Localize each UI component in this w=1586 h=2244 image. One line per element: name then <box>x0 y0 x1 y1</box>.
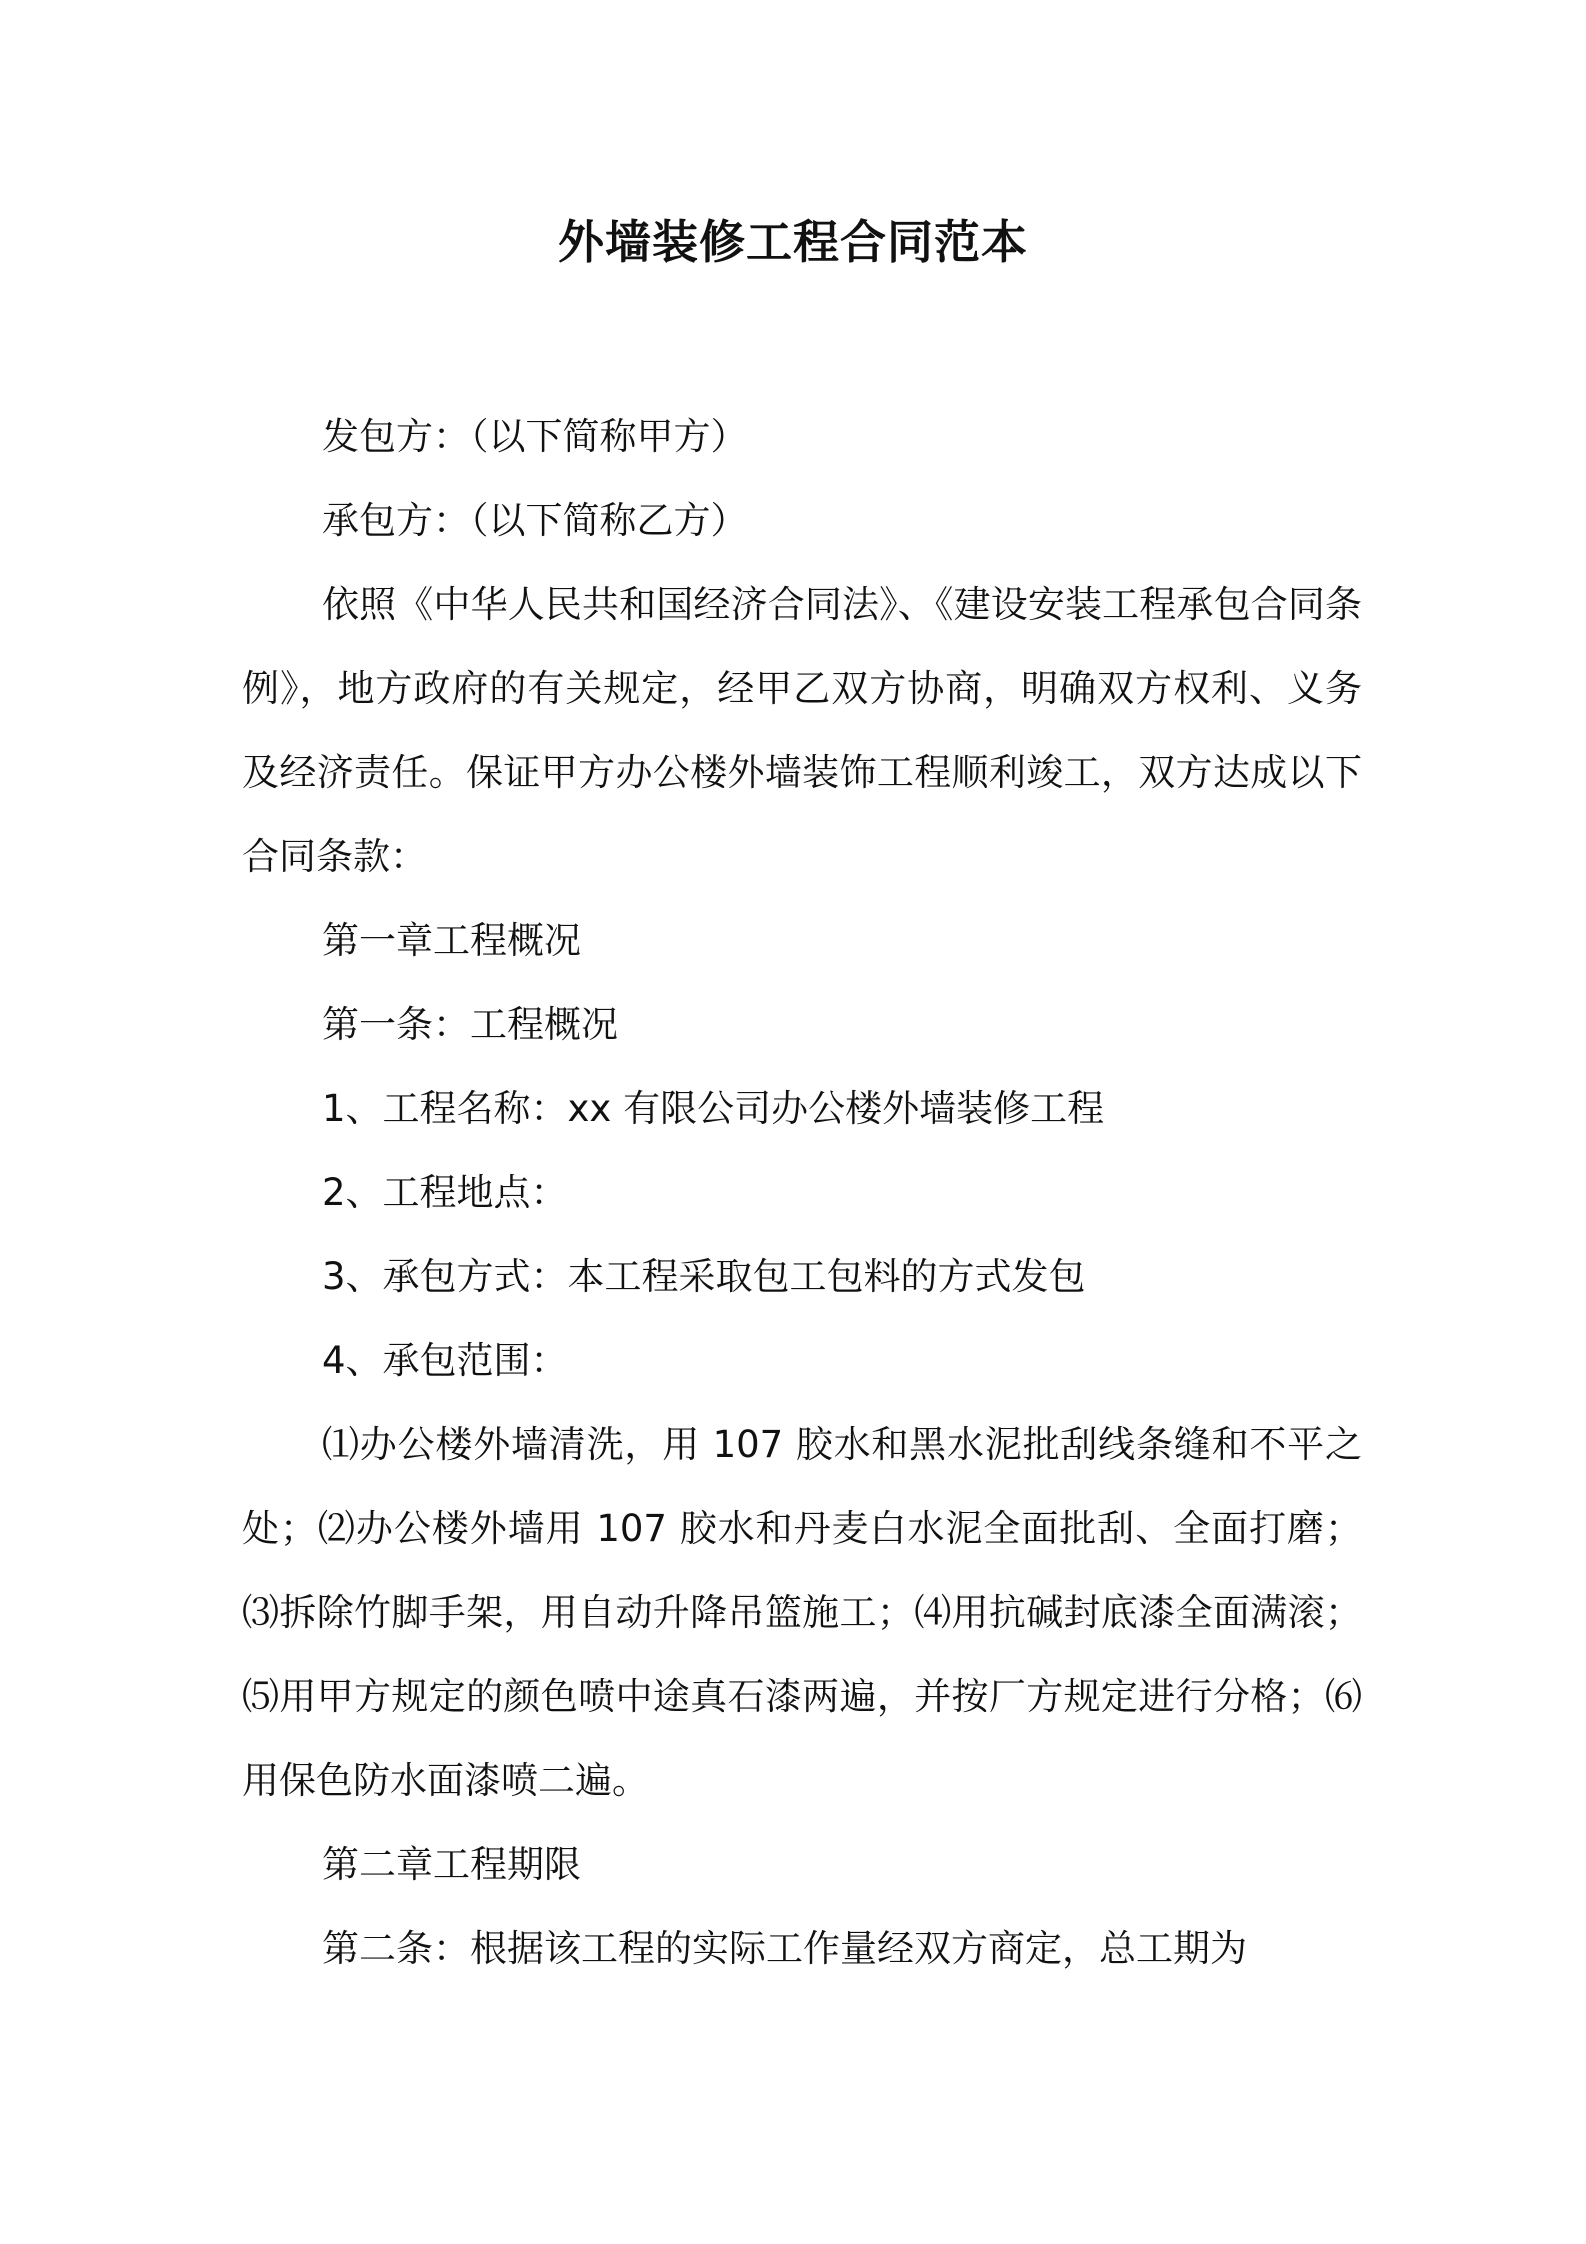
article-2-paragraph: 第二条：根据该工程的实际工作量经双方商定，总工期为 <box>322 1927 1247 1970</box>
chapter-1-heading: 第一章工程概况 <box>322 919 581 962</box>
party-b-line: 承包方：（以下简称乙方） <box>322 499 748 542</box>
document-body <box>242 395 1362 1991</box>
document-title: 外墙装修工程合同范本 <box>558 215 1028 269</box>
project-location-line: 2、工程地点： <box>322 1171 568 1214</box>
article-1-heading: 第一条：工程概况 <box>322 1003 618 1046</box>
contract-scope-line: 4、承包范围： <box>322 1339 568 1382</box>
chapter-2-heading: 第二章工程期限 <box>322 1843 581 1886</box>
preamble-paragraph: 依照《中华人民共和国经济合同法》、《建设安装工程承包合同条例》，地方政府的有关规定，经甲乙双方协商，明确双方权利、义务及经济责任。保证甲方办公楼外墙装饰工程顺利竣工，双方达成以下合同条款： <box>242 583 1362 878</box>
project-name-line: 1、工程名称：xx 有限公司办公楼外墙装修工程 <box>322 1087 1105 1130</box>
party-a-line: 发包方：（以下简称甲方） <box>322 415 748 458</box>
scope-details-paragraph: ⑴办公楼外墙清洗，用 107 胶水和黑水泥批刮线条缝和不平之处；⑵办公楼外墙用 107 胶水和丹麦白水泥全面批刮、全面打磨；⑶拆除竹脚手架，用自动升降吊篮施工；⑷用抗碱封底漆全面满滚；⑸用甲方规定的颜色喷中途真石漆两遍，并按厂方规定进行分格；⑹用保色防水面漆喷二遍。 <box>242 1423 1362 1802</box>
contract-method-line: 3、承包方式：本工程采取包工包料的方式发包 <box>322 1255 1086 1298</box>
